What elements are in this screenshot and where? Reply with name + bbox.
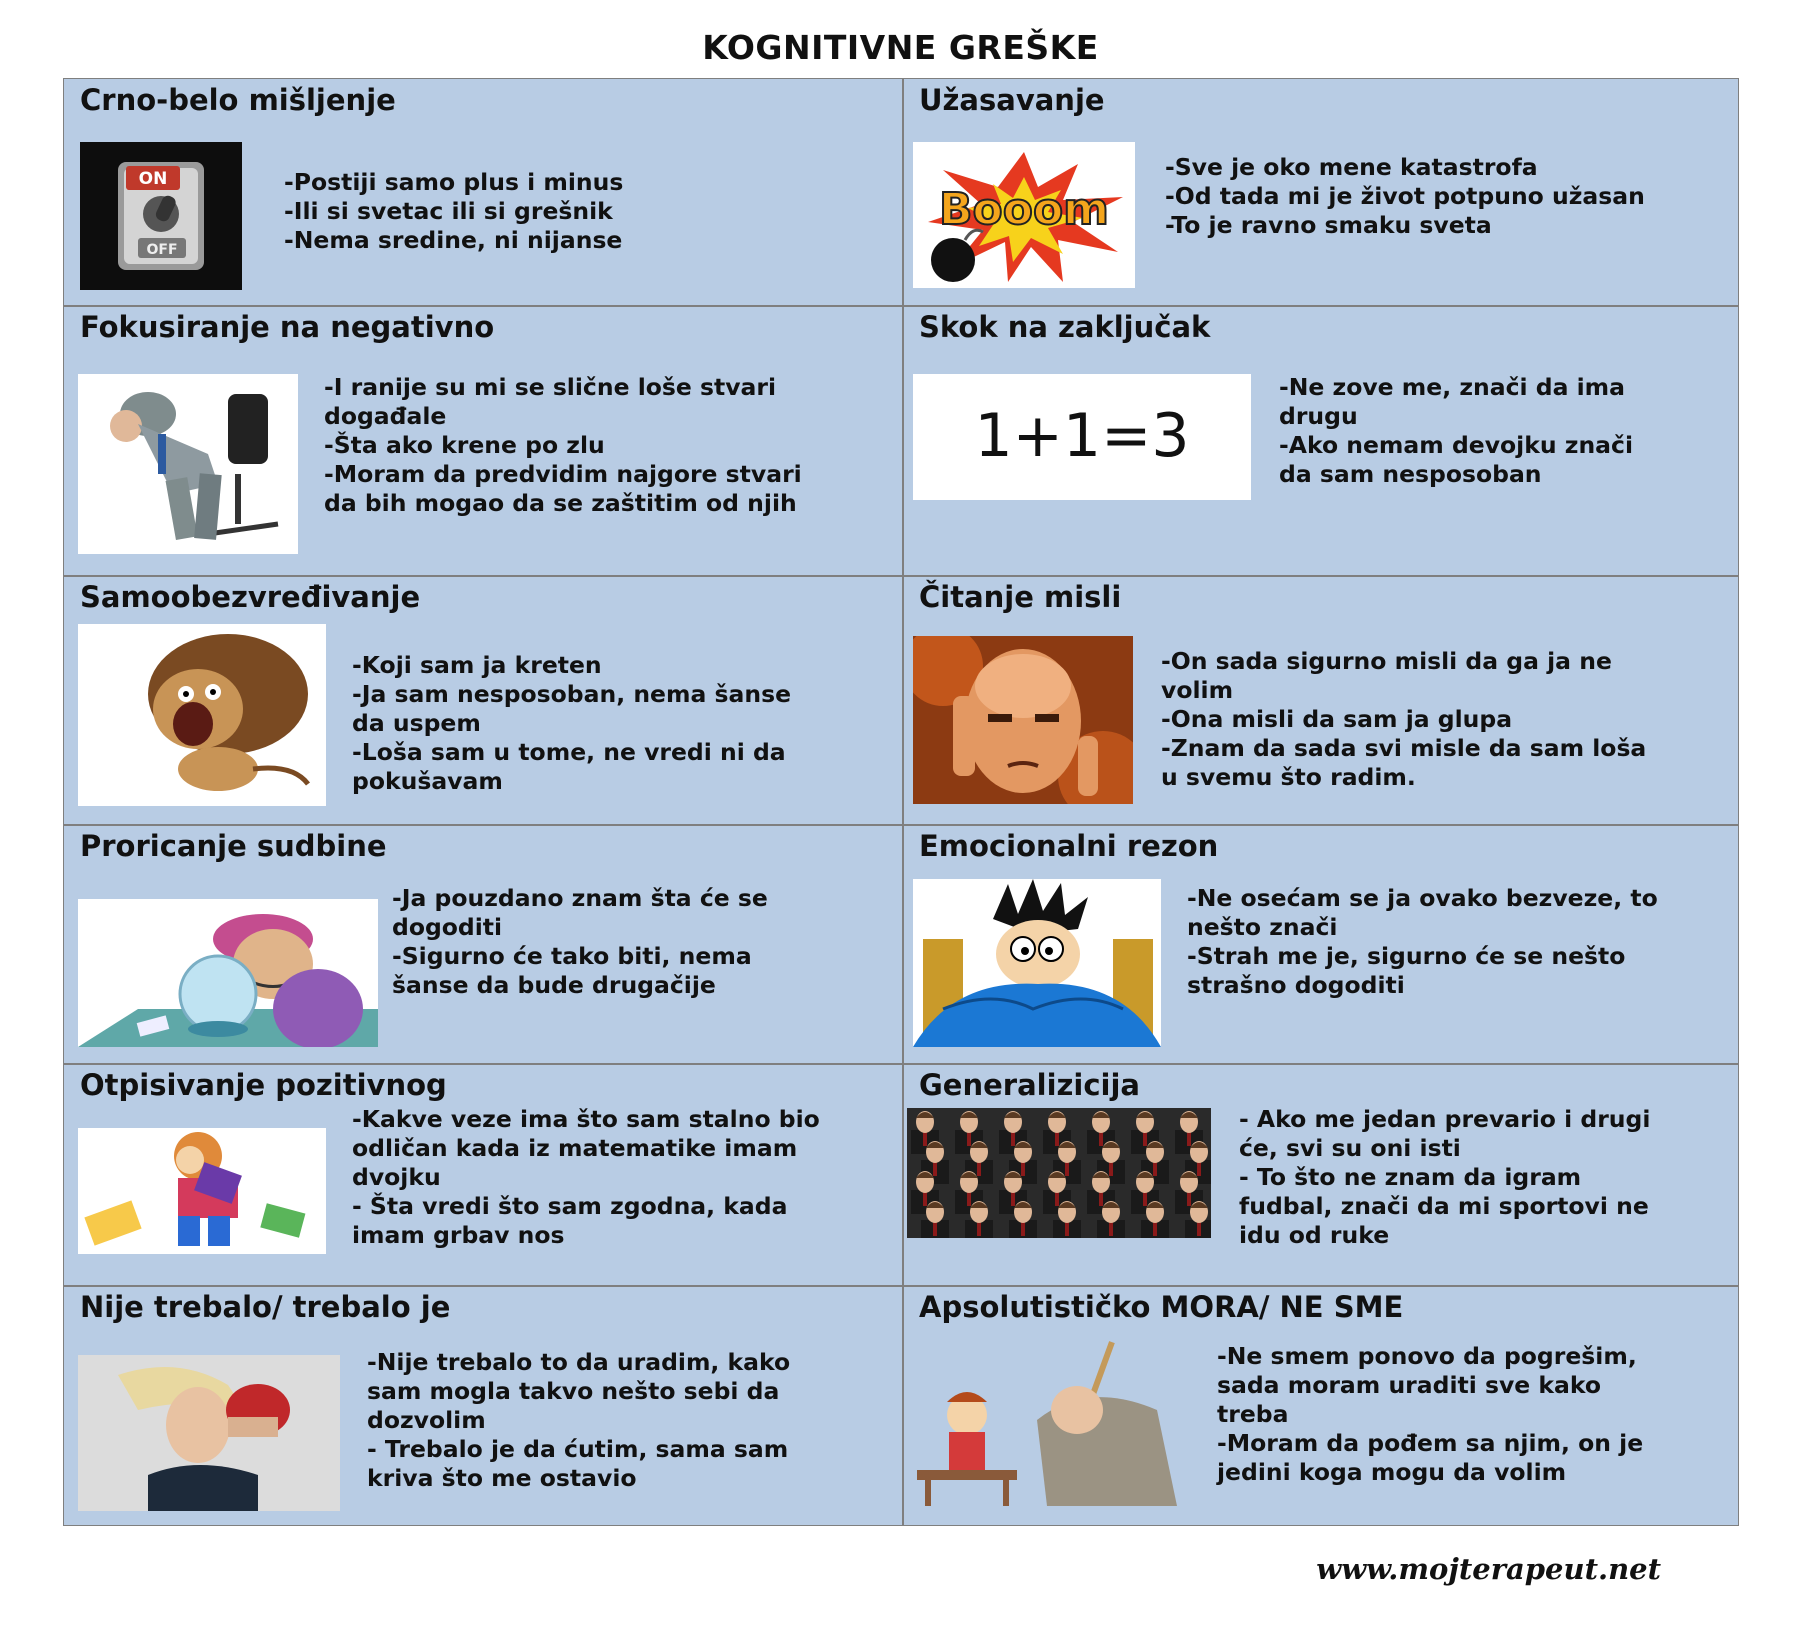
list-item: da bih mogao da se zaštitim od njih xyxy=(324,489,797,517)
list-item: - Šta vredi što sam zgodna, kada xyxy=(352,1192,788,1220)
list-item: pokušavam xyxy=(352,767,503,795)
list-item: strašno dogoditi xyxy=(1187,971,1405,999)
cell-text xyxy=(1187,884,1658,1000)
list-item: -To je ravno smaku sveta xyxy=(1165,211,1492,239)
list-item: - Trebalo je da ćutim, sama sam xyxy=(367,1435,789,1463)
cell-heading: Skok na zaključak xyxy=(919,310,1211,344)
list-item: -Strah me je, sigurno će se nešto xyxy=(1187,942,1626,970)
list-item: -Ako nemam devojku znači xyxy=(1279,431,1634,459)
cell-generalizicija xyxy=(903,1064,1740,1285)
list-item: -Sve je oko mene katastrofa xyxy=(1165,153,1538,181)
list-item: - To što ne znam da igram xyxy=(1239,1163,1582,1191)
list-item: u svemu što radim. xyxy=(1161,763,1416,791)
student-with-books-icon xyxy=(78,1128,326,1254)
cell-citanje-misli xyxy=(903,576,1740,824)
list-item: -I ranije su mi se slične loše stvari xyxy=(324,373,777,401)
cell-heading: Fokusiranje na negativno xyxy=(80,310,495,344)
cell-text xyxy=(324,373,802,518)
list-item: kriva što me ostavio xyxy=(367,1464,637,1492)
svg-text:ON: ON xyxy=(138,169,168,189)
list-item: -Ne zove me, znači da ima xyxy=(1279,373,1626,401)
list-item: dogoditi xyxy=(392,913,503,941)
list-item: idu od ruke xyxy=(1239,1221,1390,1249)
cell-emocionalni-rezon xyxy=(903,825,1740,1063)
svg-text:OFF: OFF xyxy=(146,242,178,258)
list-item: -Moram da predvidim najgore stvari xyxy=(324,460,802,488)
cell-heading: Nije trebalo/ trebalo je xyxy=(80,1290,451,1324)
list-item: -Ja sam nesposoban, nema šanse xyxy=(352,680,792,708)
cell-text xyxy=(352,1105,820,1250)
telepath-icon xyxy=(913,636,1133,804)
list-item: -Moram da pođem sa njim, on je xyxy=(1217,1429,1644,1457)
list-item: -Ili si svetac ili si grešnik xyxy=(284,197,613,225)
list-item: odličan kada iz matematike imam xyxy=(352,1134,798,1162)
list-item: -Postiji samo plus i minus xyxy=(284,168,624,196)
cognitive-errors-grid xyxy=(63,78,1739,1526)
cell-heading: Crno-belo mišljenje xyxy=(80,83,396,117)
list-item: -Od tada mi je život potpuno užasan xyxy=(1165,182,1645,210)
list-item: -On sada sigurno misli da ga ja ne xyxy=(1161,647,1612,675)
list-item: dozvolim xyxy=(367,1406,486,1434)
list-item: -Šta ako krene po zlu xyxy=(324,431,605,459)
cell-text xyxy=(367,1348,790,1493)
list-item: drugu xyxy=(1279,402,1358,430)
cell-proricanje xyxy=(64,825,902,1063)
cell-text xyxy=(1279,373,1633,489)
equation-text: 1+1=3 xyxy=(974,401,1190,471)
fortune-teller-icon xyxy=(78,899,378,1047)
identical-men-icon xyxy=(907,1108,1211,1238)
cell-heading: Samoobezvređivanje xyxy=(80,580,421,614)
stressed-businessman-icon xyxy=(78,374,298,554)
list-item: -Nema sredine, ni nijanse xyxy=(284,226,623,254)
page-title: KOGNITIVNE GREŠKE xyxy=(702,28,1099,67)
list-item: događale xyxy=(324,402,447,430)
cell-apsolutisticko xyxy=(903,1286,1740,1527)
list-item: će, svi su oni isti xyxy=(1239,1134,1461,1162)
cell-fokusiranje xyxy=(64,306,902,575)
list-item: -Sigurno će tako biti, nema xyxy=(392,942,752,970)
cell-crno-belo xyxy=(64,79,902,305)
cell-nije-trebalo xyxy=(64,1286,902,1527)
list-item: -Znam da sada svi misle da sam loša xyxy=(1161,734,1647,762)
list-item: -Loša sam u tome, ne vredi ni da xyxy=(352,738,786,766)
cell-skok xyxy=(903,306,1740,575)
list-item: -Ne smem ponovo da pogrešim, xyxy=(1217,1342,1637,1370)
cell-text xyxy=(392,884,768,1000)
boom-text: Booom xyxy=(938,184,1110,235)
cell-heading: Otpisivanje pozitivnog xyxy=(80,1068,447,1102)
wrong-equation-icon xyxy=(913,374,1251,500)
list-item: sam mogla takvo nešto sebi da xyxy=(367,1377,780,1405)
list-item: šanse da bude drugačije xyxy=(392,971,716,999)
cell-heading: Čitanje misli xyxy=(919,580,1122,614)
cell-heading: Apsolutističko MORA/ NE SME xyxy=(919,1290,1404,1324)
cell-text xyxy=(1165,153,1645,240)
list-item: -Ja pouzdano znam šta će se xyxy=(392,884,768,912)
cell-heading: Emocionalni rezon xyxy=(919,829,1219,863)
cell-text xyxy=(1217,1342,1643,1487)
cell-otpisivanje xyxy=(64,1064,902,1285)
list-item: nešto znači xyxy=(1187,913,1338,941)
list-item: -Ona misli da sam ja glupa xyxy=(1161,705,1513,733)
list-item: fudbal, znači da mi sportovi ne xyxy=(1239,1192,1649,1220)
cell-text xyxy=(1161,647,1646,792)
list-item: -Nije trebalo to da uradim, kako xyxy=(367,1348,791,1376)
list-item: jedini koga mogu da volim xyxy=(1217,1458,1567,1486)
boom-bomb-icon xyxy=(913,142,1135,288)
cell-heading: Generalizicija xyxy=(919,1068,1140,1102)
list-item: imam grbav nos xyxy=(352,1221,565,1249)
cell-text xyxy=(284,168,623,255)
cell-heading: Proricanje sudbine xyxy=(80,829,387,863)
cell-heading: Užasavanje xyxy=(919,83,1105,117)
cell-uzasavanje xyxy=(903,79,1740,305)
list-item: - Ako me jedan prevario i drugi xyxy=(1239,1105,1651,1133)
cell-text xyxy=(1239,1105,1650,1250)
on-off-switch-icon xyxy=(80,142,242,290)
list-item: -Kakve veze ima što sam stalno bio xyxy=(352,1105,820,1133)
list-item: sada moram uraditi sve kako xyxy=(1217,1371,1602,1399)
list-item: volim xyxy=(1161,676,1234,704)
cell-samoobezvredjivanje xyxy=(64,576,902,824)
list-item: -Ne osećam se ja ovako bezveze, to xyxy=(1187,884,1658,912)
list-item: da sam nesposoban xyxy=(1279,460,1542,488)
list-item: dvojku xyxy=(352,1163,441,1191)
boxing-woman-icon xyxy=(78,1355,340,1511)
strict-teacher-icon xyxy=(907,1340,1193,1506)
screaming-lion-icon xyxy=(78,624,326,806)
website-url: www.mojterapeut.net xyxy=(1316,1552,1661,1586)
list-item: da uspem xyxy=(352,709,481,737)
list-item: -Koji sam ja kreten xyxy=(352,651,602,679)
cell-text xyxy=(352,651,791,796)
scared-in-bed-icon xyxy=(913,879,1161,1047)
list-item: treba xyxy=(1217,1400,1289,1428)
